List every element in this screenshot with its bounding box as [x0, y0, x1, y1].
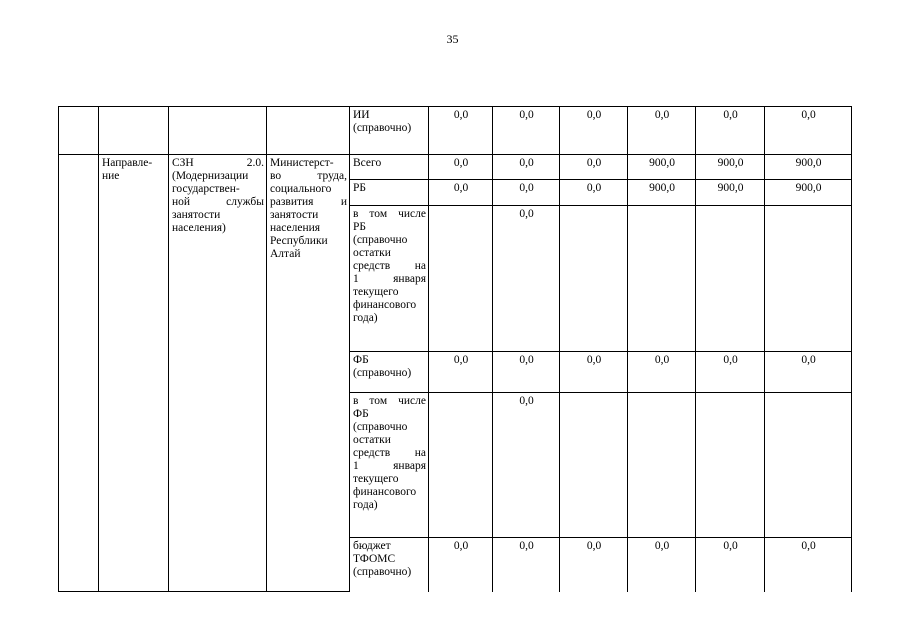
- value-cell: [429, 393, 493, 538]
- value-cell: [429, 206, 493, 352]
- budget-table: [58, 106, 852, 592]
- value-cell: 0,0: [429, 155, 493, 180]
- page-number: 35: [446, 32, 459, 46]
- value-cell: 0,0: [493, 352, 560, 393]
- value-cell: 0,0: [493, 180, 560, 206]
- value-cell: 900,0: [696, 155, 765, 180]
- value-cell: 0,0: [696, 352, 765, 393]
- value-cell: [696, 206, 765, 352]
- value-cell: 0,0: [493, 538, 560, 592]
- value-cell: 0,0: [765, 352, 852, 393]
- value-cell: 900,0: [765, 180, 852, 206]
- value-cell: 0,0: [493, 393, 560, 538]
- value-cell: 0,0: [696, 107, 765, 155]
- value-cell: 0,0: [560, 180, 628, 206]
- responsible-cell: Министерст- во труда, социального развития и занятости населения Республики Алтай: [267, 155, 350, 592]
- funding-source-cell: ФБ (справочно): [350, 352, 429, 393]
- table-cell: [99, 107, 169, 155]
- value-cell: 900,0: [628, 155, 696, 180]
- value-cell: 0,0: [765, 107, 852, 155]
- funding-source-cell: бюджет ТФОМС (справочно): [350, 538, 429, 592]
- funding-source-cell: ИИ (справочно): [350, 107, 429, 155]
- funding-source-cell: Всего: [350, 155, 429, 180]
- funding-source-cell: РБ: [350, 180, 429, 206]
- value-cell: 0,0: [560, 538, 628, 592]
- value-cell: 0,0: [628, 352, 696, 393]
- value-cell: 0,0: [493, 107, 560, 155]
- table-row: [59, 155, 852, 180]
- value-cell: 0,0: [765, 538, 852, 592]
- value-cell: 0,0: [628, 538, 696, 592]
- value-cell: 0,0: [429, 352, 493, 393]
- table-cell: [59, 155, 99, 592]
- direction-cell: Направле- ние: [99, 155, 169, 592]
- value-cell: [560, 393, 628, 538]
- funding-source-cell: в том числе РБ (справочно остатки средств на 1 января текущего финансового года): [350, 206, 429, 352]
- value-cell: 0,0: [560, 107, 628, 155]
- value-cell: [765, 393, 852, 538]
- value-cell: [628, 206, 696, 352]
- value-cell: 0,0: [493, 206, 560, 352]
- program-cell: СЗН 2.0. (Модернизации государствен- ной службы занятости населения): [169, 155, 267, 592]
- table-row: [59, 107, 852, 155]
- value-cell: [560, 206, 628, 352]
- table-cell: [169, 107, 267, 155]
- value-cell: 900,0: [765, 155, 852, 180]
- value-cell: 0,0: [628, 107, 696, 155]
- value-cell: 0,0: [493, 155, 560, 180]
- table-cell: [59, 107, 99, 155]
- value-cell: 0,0: [560, 352, 628, 393]
- funding-source-cell: в том числе ФБ (справочно остатки средств на 1 января текущего финансового года): [350, 393, 429, 538]
- value-cell: 0,0: [429, 107, 493, 155]
- value-cell: 0,0: [560, 155, 628, 180]
- table-cell: [267, 107, 350, 155]
- value-cell: [696, 393, 765, 538]
- value-cell: 900,0: [696, 180, 765, 206]
- value-cell: 900,0: [628, 180, 696, 206]
- value-cell: 0,0: [429, 538, 493, 592]
- value-cell: 0,0: [696, 538, 765, 592]
- value-cell: [765, 206, 852, 352]
- value-cell: 0,0: [429, 180, 493, 206]
- value-cell: [628, 393, 696, 538]
